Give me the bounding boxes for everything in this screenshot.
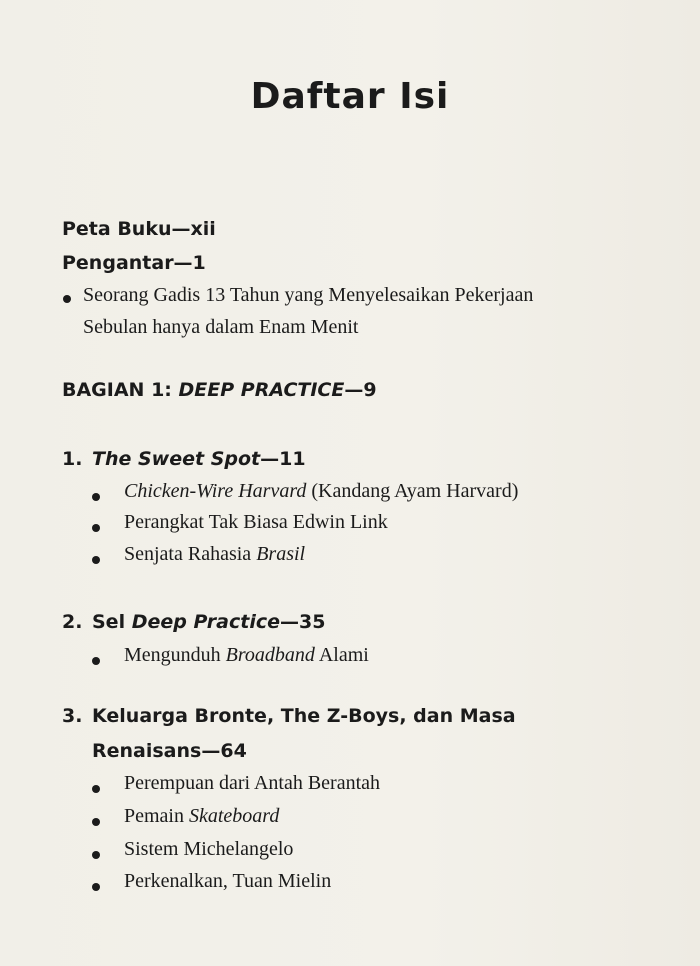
part-name: DEEP PRACTICE — [178, 379, 345, 401]
chapter-number: 3. — [62, 705, 83, 727]
toc-entry-pengantar: Pengantar—1 — [62, 252, 206, 274]
chapter-page: —35 — [280, 611, 326, 633]
toc-subentry: Chicken-Wire Harvard (Kandang Ayam Harvard) — [124, 480, 519, 502]
bullet-icon — [92, 883, 100, 891]
bullet-icon — [92, 556, 100, 564]
bullet-icon — [92, 818, 100, 826]
chapter-page: —11 — [260, 448, 306, 470]
toc-subentry: Pemain Skateboard — [124, 805, 280, 827]
chapter-title: Deep Practice — [131, 611, 281, 633]
toc-entry-peta-buku: Peta Buku—xii — [62, 218, 216, 240]
chapter-3-heading — [62, 705, 516, 727]
chapter-1-heading — [62, 448, 306, 470]
chapter-title: Keluarga Bronte, The Z-Boys, dan Masa — [92, 705, 516, 727]
toc-subentry: Perempuan dari Antah Berantah — [124, 772, 381, 794]
bullet-icon — [92, 657, 100, 665]
chapter-3-heading-continued: Renaisans—64 — [92, 740, 247, 762]
bullet-icon — [92, 785, 100, 793]
bullet-icon — [63, 295, 71, 303]
chapter-number: 2. — [62, 611, 83, 633]
toc-subentry-line: Seorang Gadis 13 Tahun yang Menyelesaikan Pekerjaan — [83, 284, 534, 306]
page-title: Daftar Isi — [250, 76, 450, 117]
toc-subentry: Senjata Rahasia Brasil — [124, 543, 306, 565]
chapter-title: The Sweet Spot — [92, 448, 261, 470]
part-heading — [62, 379, 377, 401]
toc-subentry: Mengunduh Broadband Alami — [124, 644, 369, 666]
bullet-icon — [92, 851, 100, 859]
bullet-icon — [92, 493, 100, 501]
chapter-number: 1. — [62, 448, 83, 470]
toc-subentry: Perkenalkan, Tuan Mielin — [124, 870, 332, 892]
bullet-icon — [92, 524, 100, 532]
chapter-2-heading: 2. Sel Deep Practice—35 — [62, 611, 326, 633]
toc-subentry-line: Sebulan hanya dalam Enam Menit — [83, 316, 359, 338]
toc-subentry: Perangkat Tak Biasa Edwin Link — [124, 511, 388, 533]
toc-subentry: Sistem Michelangelo — [124, 838, 294, 860]
part-prefix: BAGIAN 1: — [62, 379, 179, 401]
part-page: —9 — [344, 379, 377, 401]
